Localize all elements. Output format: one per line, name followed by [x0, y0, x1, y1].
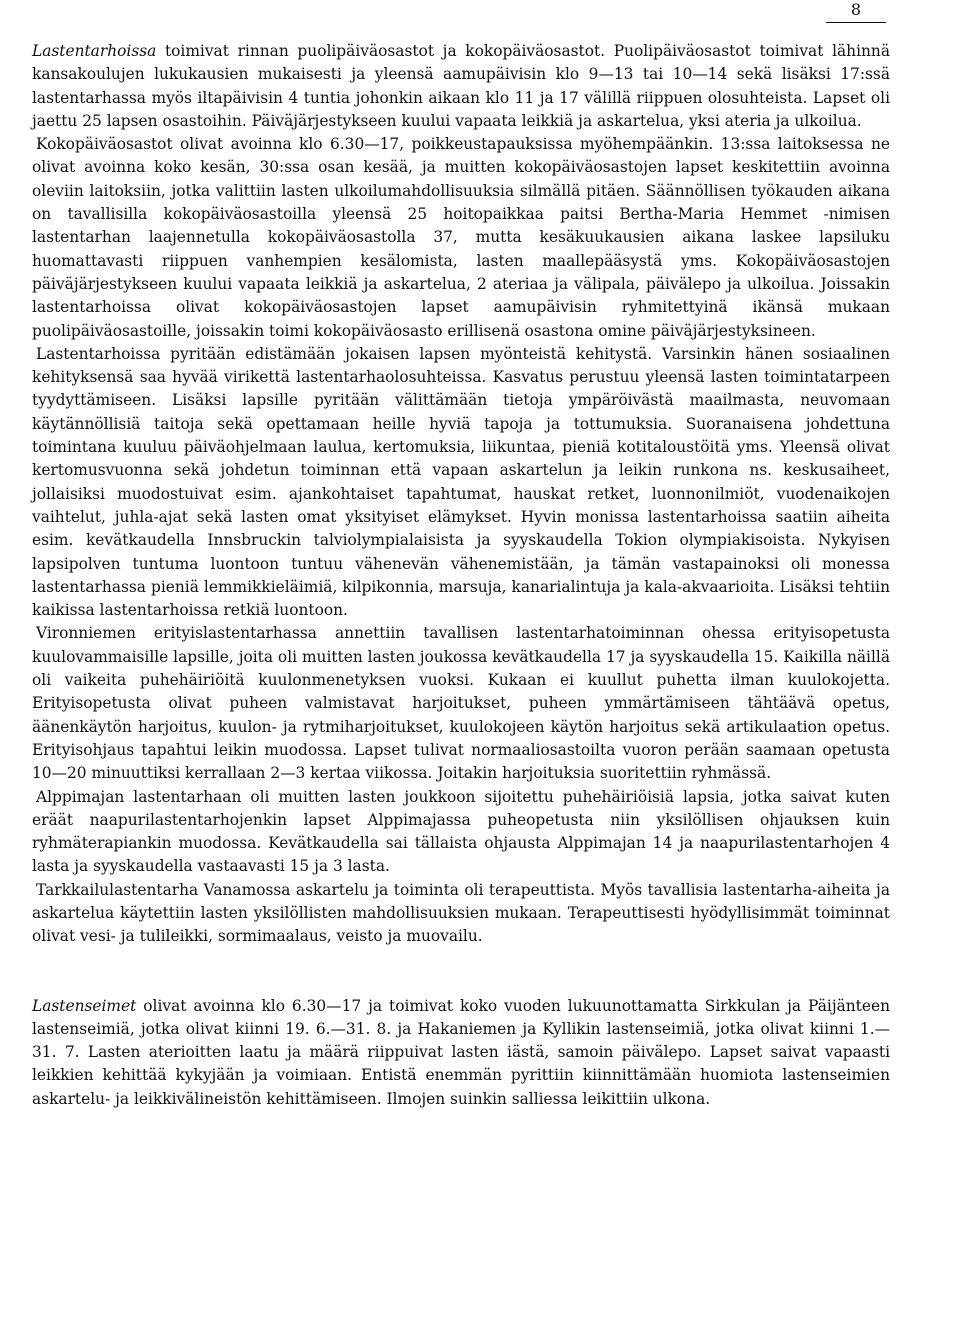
paragraph-text: toimivat rinnan puolipäiväosastot ja kokopäiväosastot. Puolipäiväosastot toimivat lähinnä kansakoulujen lukukausien mukaisesti ja yleensä aamupäivisin klo 9—13 tai 10—14 sekä lisäksi 17:ssä lastentarhassa myös iltapäivisin 4 tuntia johonkin aikaan klo 11 ja 17 välillä riippuen olosuhteista. Lapset oli jaettu 25 lapsen osastoihin. Päiväjärjestykseen kuului vapaata leikkiä ja askartelua, yksi ateria ja ulkoilua.	[32, 42, 890, 130]
section-gap	[32, 949, 890, 995]
paragraph-text: olivat avoinna klo 6.30—17 ja toimivat koko vuoden lukuunottamatta Sirkkulan ja Päijänteen lastenseimiä, jotka olivat kiinni 19. 6.—31. 8. ja Hakaniemen ja Kyllikin lastenseimiä, jotka olivat kiinni 1.—31. 7. Lasten aterioitten laatu ja määrä riippuivat lasten iästä, samoin päivälepo. Lapset saivat vapaasti leikkien kehittää kykyjään ja voimiaan. Entistä enemmän pyrittiin kiinnittämään huomiota lastenseimien askartelu- ja leikkivälineistön kehittämiseen. Ilmojen suinkin salliessa leikittiin ulkona.	[32, 996, 890, 1108]
header-rule	[826, 22, 886, 23]
paragraph-kokopaivaosastot: Kokopäiväosastot olivat avoinna klo 6.30—17, poikkeustapauksissa myöhempäänkin. 13:ssa laitoksessa ne olivat avoinna koko kesän, 30:ssa osan kesää, ja muitten kokopäiväosastojen lapset keskitettiin avoinna oleviin laitoksiin, jotka valittiin lasten ulkoilumahdollisuuksia silmällä pitäen. Säännöllisen työkauden aikana on tavallisilla kokopäiväosastoilla yleensä 25 hoitopaikkaa paitsi Bertha-Maria Hemmet -nimisen lastentarhan laajennetulla kokopäiväosastolla 37, mutta kesäkuukausien aikana laskee lapsiluku huomattavasti riippuen vanhempien kesälomista, lasten maallepääsystä yms. Kokopäiväosastojen päiväjärjestykseen kuului vapaata leikkiä ja askartelua, 2 ateriaa ja välipala, päivälepo ja ulkoilua. Joissakin lastentarhoissa olivat kokopäiväosastojen lapset aamupäivisin ryhmitettyinä ikänsä mukaan puolipäiväosastoille, joissakin toimi kokopäiväosasto erillisenä osastona omine päiväjärjestyksineen.	[32, 135, 890, 340]
paragraph-kasvatus: Lastentarhoissa pyritään edistämään jokaisen lapsen myönteistä kehitystä. Varsinkin hänen sosiaalinen kehityksensä saa hyvää virikettä lastentarhaolosuhteissa. Kasvatus perustuu yleensä lasten toimintatarpeen tyydyttämiseen. Lisäksi lapsille pyritään välittämään tietoja ympäröivästä maailmasta, neuvomaan käytännöllisiä taitoja sekä opettamaan heille hyviä tapoja ja tottumuksia. Suoranaisena johdettuna toimintana kuuluu päiväohjelmaan laulua, kertomuksia, liikuntaa, pieniä kotitaloustöitä yms. Yleensä olivat kertomusvuonna sekä johdetun toiminnan että vapaan askartelun ja leikin runkona ns. keskusaiheet, jollaisiksi muodostuivat esim. ajankohtaiset tapahtumat, hauskat retket, luonnonilmiöt, vuodenaikojen vaihtelut, juhla-ajat sekä lasten omat yksityiset elämykset. Hyvin monissa lastentarhoissa saatiin aiheita esim. kevätkaudella Innsbruckin talviolympialaisista ja syyskaudella Tokion olympiakisoista. Nykyisen lapsipolven tuntuma luontoon tuntuu vähenevän vähenemistään, ja tämän vastapainoksi oli monessa lastentarhassa pieniä lemmikkieläimiä, kilpikonnia, marsuja, kanarialintuja ja kala-akvaarioita. Lisäksi tehtiin kaikissa lastentarhoissa retkiä luontoon.	[32, 344, 890, 620]
paragraph-alppimaja: Alppimajan lastentarhaan oli muitten lasten joukkoon sijoitettu puhehäiriöisiä lapsia, jotka saivat kuten eräät naapurilastentarhojenkin lapset Alppimajassa puheopetusta niin yksilöllisen ohjauksen kuin ryhmäterapiankin muodossa. Kevätkaudella sai tällaista ohjausta Alppimajan 14 ja naapurilastentarhojen 4 lasta ja syyskaudella vastaavasti 15 ja 3 lasta.	[32, 787, 890, 876]
section-heading-lastenseimet: Lastenseimet	[32, 996, 137, 1015]
page-number: 8	[850, 0, 862, 19]
paragraph-vironniemi: Vironniemen erityislastentarhassa annettiin tavallisen lastentarhatoiminnan ohessa erityisopetusta kuulovammaisille lapsille, joita oli muitten lasten joukossa kevätkaudella 17 ja syyskaudella 15. Kaikilla näillä oli vaikeita puhehäiriöitä kuulonmenetyksen vuoksi. Kukaan ei kuullut puhetta ilman kuulokojetta. Erityisopetusta olivat puheen valmistavat harjoitukset, puheen ymmärtämiseen tähtäävä opetus, äänenkäytön harjoitus, kuulon- ja rytmiharjoitukset, kuulokojeen käytön harjoitus sekä artikulaation opetus. Erityisohjaus tapahtui leikin muodossa. Lapset tulivat normaaliosastoilta vuoron perään saamaan opetusta 10—20 minuuttiksi kerrallaan 2—3 kertaa viikossa. Joitakin harjoituksia suoritettiin ryhmässä.	[32, 624, 890, 783]
paragraph-puolipaivaosastot	[32, 40, 890, 133]
document-body	[32, 40, 890, 1111]
paragraph-vanamo: Tarkkailulastentarha Vanamossa askartelu ja toiminta oli terapeuttista. Myös tavallisia lastentarha-aiheita ja askartelua käytettiin lasten yksilöllisten mahdollisuuksien mukaan. Terapeuttisesti hyödyllisimmät toiminnat olivat vesi- ja tulileikki, sormimaalaus, veisto ja muovailu.	[32, 880, 890, 946]
paragraph-lastenseimet	[32, 995, 890, 1111]
section-heading-lastentarhoissa: Lastentarhoissa	[32, 42, 157, 60]
